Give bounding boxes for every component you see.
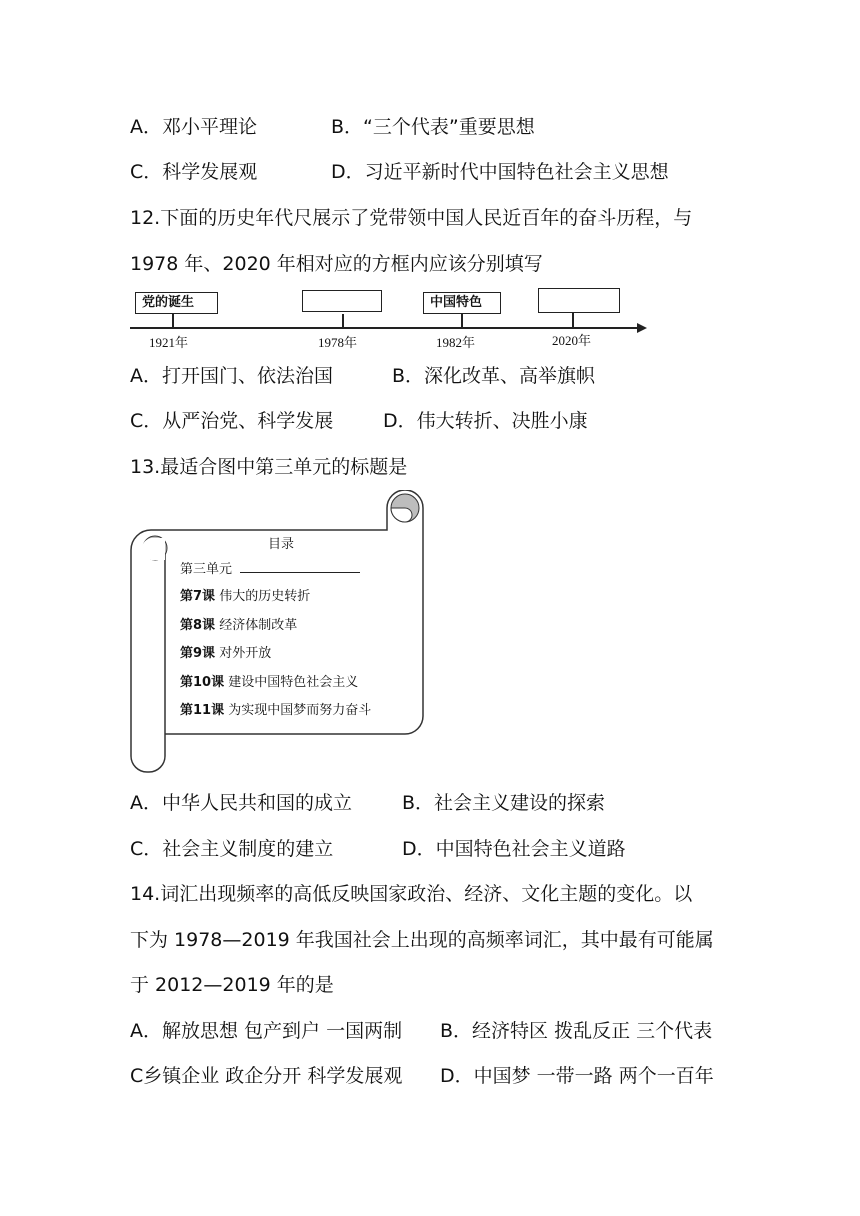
timeline-figure: [125, 285, 655, 355]
scroll-lesson-9: [180, 642, 271, 661]
q12-stem-line1: 12.下面的历史年代尺展示了党带领中国人民近百年的奋斗历程，与: [130, 207, 693, 229]
timeline-box-1982: 中国特色: [423, 292, 501, 314]
q14-stem-line1: 14.词汇出现频率的高低反映国家政治、经济、文化主题的变化。以: [130, 883, 693, 905]
lesson-11-title: 为实现中国梦而努力奋斗: [228, 703, 372, 718]
lesson-9-title: 对外开放: [219, 646, 272, 661]
scroll-title: 目录: [268, 537, 295, 552]
q12-option-a: A．打开国门、依法治国: [130, 365, 333, 387]
timeline-box-1921: 党的诞生: [135, 292, 218, 314]
q11-option-d: D．习近平新时代中国特色社会主义思想: [331, 161, 669, 183]
timeline-year-2020: 2020年: [552, 333, 592, 348]
timeline-box-2020-blank: [538, 288, 620, 313]
q13-stem: 13.最适合图中第三单元的标题是: [130, 456, 408, 478]
lesson-8-num: 第8课: [180, 618, 216, 633]
scroll-lesson-10: [180, 671, 358, 690]
q14-option-b: B．经济特区 拨乱反正 三个代表: [440, 1020, 713, 1042]
scroll-figure: [125, 490, 430, 780]
q14-stem-line3: 于 2012—2019 年的是: [130, 974, 334, 996]
q14-stem-line2: 下为 1978—2019 年我国社会上出现的高频率词汇，其中最有可能属: [130, 929, 714, 951]
q13-option-d: D．中国特色社会主义道路: [402, 838, 626, 860]
q13-option-c: C．社会主义制度的建立: [130, 838, 334, 860]
lesson-10-title: 建设中国特色社会主义: [228, 675, 359, 690]
q12-option-c: C．从严治党、科学发展: [130, 410, 334, 432]
scroll-lesson-7: [180, 585, 310, 604]
q14-option-d: D．中国梦 一带一路 两个一百年: [440, 1065, 714, 1087]
scroll-unit-text: 第三单元: [180, 562, 233, 577]
q13-option-b: B．社会主义建设的探索: [402, 792, 606, 814]
lesson-7-num: 第7课: [180, 589, 216, 604]
timeline-year-1982: 1982年: [436, 335, 476, 350]
timeline-box-1978-blank: [302, 290, 382, 312]
scroll-lesson-8: [180, 614, 297, 633]
q12-option-d: D．伟大转折、决胜小康: [383, 410, 588, 432]
q13-option-a: A．中华人民共和国的成立: [130, 792, 352, 814]
lesson-7-title: 伟大的历史转折: [219, 589, 311, 604]
q12-stem-line2: 1978 年、2020 年相对应的方框内应该分别填写: [130, 253, 543, 275]
q12-option-b: B．深化改革、高举旗帜: [392, 365, 596, 387]
lesson-8-title: 经济体制改革: [219, 618, 298, 633]
unit-title-blank: [240, 562, 360, 573]
lesson-9-num: 第9课: [180, 646, 216, 661]
q11-option-a: A．邓小平理论: [130, 116, 257, 138]
q11-option-b: B．“三个代表”重要思想: [331, 116, 535, 138]
lesson-10-num: 第10课: [180, 675, 225, 690]
q14-option-a: A．解放思想 包产到户 一国两制: [130, 1020, 403, 1042]
q14-option-c: C乡镇企业 政企分开 科学发展观: [130, 1065, 403, 1087]
timeline-year-1921: 1921年: [149, 335, 189, 350]
lesson-11-num: 第11课: [180, 703, 225, 718]
timeline-year-1978: 1978年: [318, 335, 358, 350]
scroll-lesson-11: [180, 699, 371, 718]
scroll-unit-label: [180, 558, 360, 577]
q11-option-c: C．科学发展观: [130, 161, 258, 183]
